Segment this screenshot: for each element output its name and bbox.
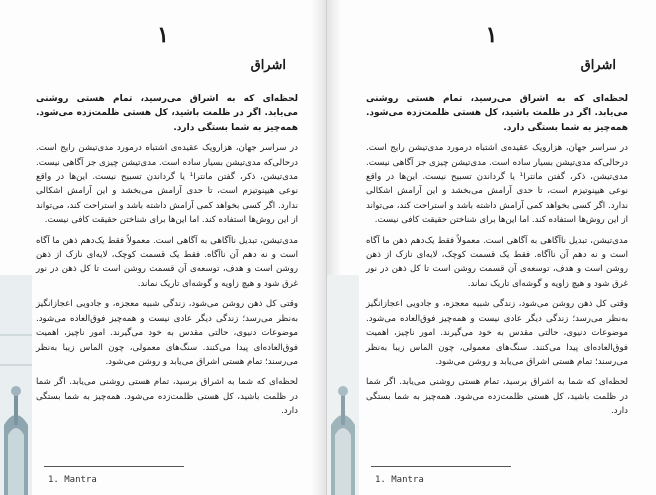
chapter-title: اشراق bbox=[580, 58, 616, 73]
paragraph: لحظه‌ای که شما به اشراق برسید، تمام هستی روشنی می‌یابد. اگر شما در ظلمت باشید، کل هستی ظلمت‌زده می‌شود. همه‌چیز به شما بستگی دارد. bbox=[366, 377, 628, 417]
footnote-divider bbox=[371, 466, 511, 467]
chapter-number: ۱ bbox=[157, 22, 169, 48]
paragraph: لحظه‌ای که به اشراق می‌رسید، تمام هستی روشنی می‌یابد. اگر در ظلمت باشید، کل هستی ظلمت‌زده می‌شود. همه‌چیز به شما بستگی دارد. bbox=[36, 94, 298, 133]
paragraph: در سراسر جهان، هزارویک عقیده‌ی اشتباه درمورد مدی‌تیشن رایج است. درحالی‌که مدی‌تیشن بسیار ساده است. مدی‌تیشن چیزی جز آگاهی نیست. مدی‌تیشن، ذکر، گفتن مانترا¹ یا گرداندن تسبیح نیست. این‌ها در واقع نوعی هیپنوتیزم است، تا حدی آرامش می‌بخشد و این آرامش اشکالی ندارد. اگر کسی بخواهد کمی آرامش داشته باشد و استراحت کند، می‌تواند از این روش‌ها استفاده کند. اما این‌ها برای شناختن حقیقت کافی نیست. bbox=[366, 143, 628, 226]
paragraph: در سراسر جهان، هزارویک عقیده‌ی اشتباه درمورد مدی‌تیشن رایج است. درحالی‌که مدی‌تیشن بسیار ساده است. مدی‌تیشن چیزی جز آگاهی نیست. مدی‌تیشن، ذکر، گفتن مانترا¹ یا گرداندن تسبیح نیست. این‌ها در واقع نوعی هیپنوتیزم است، تا حدی آرامش می‌بخشد و این آرامش اشکالی ندارد. اگر کسی بخواهد کمی آرامش داشته باشد و استراحت کند، می‌تواند از این روش‌ها استفاده کند. اما این‌ها برای شناختن حقیقت کافی نیست. bbox=[36, 143, 298, 226]
footnote: 1. Mantra bbox=[48, 475, 97, 485]
footnote: 1. Mantra bbox=[375, 475, 424, 485]
right-page bbox=[327, 0, 656, 495]
side-ornament-icon bbox=[0, 275, 32, 495]
footnote-divider bbox=[44, 466, 184, 467]
page-body bbox=[366, 92, 628, 425]
chapter-title: اشراق bbox=[250, 58, 286, 73]
paragraph: لحظه‌ای که شما به اشراق برسید، تمام هستی روشنی می‌یابد. اگر شما در ظلمت باشید، کل هستی ظلمت‌زده می‌شود. همه‌چیز به شما بستگی دارد. bbox=[36, 377, 298, 417]
page-body bbox=[36, 92, 298, 425]
gutter-shadow bbox=[312, 0, 326, 495]
side-ornament-icon bbox=[327, 275, 359, 495]
chapter-number: ۱ bbox=[485, 22, 498, 48]
paragraph: مدی‌تیشن، تبدیل ناآگاهی به آگاهی است. معمولاً فقط یک‌دهم ذهن ما آگاه است و نه دهم آن ناآگاه. فقط یک قسمت کوچک، لایه‌ای نازک از ذهن روشن است و هدف، توسعه‌ی آن قسمت روشن است تا کل ذهن در نور غرق شود و هیچ زاویه و گوشه‌ای تاریک نماند. bbox=[366, 235, 628, 289]
paragraph: وقتی کل ذهن روشن می‌شود، زندگی شبیه معجزه، و جادویی اعجازانگیز به‌نظر می‌رسد؛ زندگی دیگر عادی نیست و همه‌چیز فوق‌العاده می‌شود. موضوعات دنیوی، حالتی مقدس به خود می‌گیرند. امور ناچیز، اهمیت فوق‌العاده‌ای پیدا می‌کنند. سنگ‌های معمولی، چون الماس زیبا به‌نظر می‌رسند؛ تمام هستی اشراق می‌یابد و روشن می‌شود. bbox=[366, 299, 628, 367]
paragraph: لحظه‌ای که به اشراق می‌رسید، تمام هستی روشنی می‌یابد. اگر در ظلمت باشید، کل هستی ظلمت‌زده می‌شود. همه‌چیز به شما بستگی دارد. bbox=[366, 94, 628, 133]
left-page bbox=[0, 0, 327, 495]
paragraph: وقتی کل ذهن روشن می‌شود، زندگی شبیه معجزه، و جادویی اعجازانگیز به‌نظر می‌رسد؛ زندگی دیگر عادی نیست و همه‌چیز فوق‌العاده می‌شود. موضوعات دنیوی، حالتی مقدس به خود می‌گیرند. امور ناچیز، اهمیت فوق‌العاده‌ای پیدا می‌کنند. سنگ‌های معمولی، چون الماس زیبا به‌نظر می‌رسند؛ تمام هستی اشراق می‌یابد و روشن می‌شود. bbox=[36, 299, 298, 367]
paragraph: مدی‌تیشن، تبدیل ناآگاهی به آگاهی است. معمولاً فقط یک‌دهم ذهن ما آگاه است و نه دهم آن ناآگاه. فقط یک قسمت کوچک، لایه‌ای نازک از ذهن روشن است و هدف، توسعه‌ی آن قسمت روشن است تا کل ذهن در نور غرق شود و هیچ زاویه و گوشه‌ای تاریک نماند. bbox=[36, 235, 298, 289]
